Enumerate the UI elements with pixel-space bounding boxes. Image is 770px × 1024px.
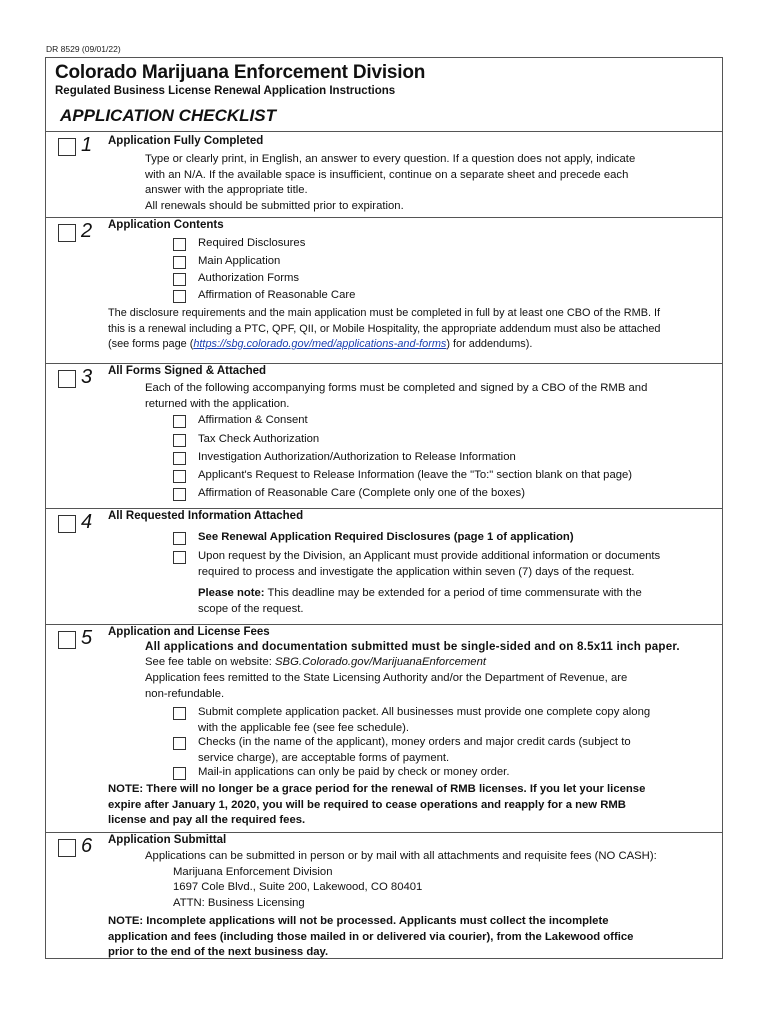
section-2-note — [108, 337, 532, 353]
section-1-line: answer with the appropriate title. — [145, 184, 308, 196]
item-label: Main Application — [198, 255, 281, 267]
section-4-checkbox[interactable] — [58, 515, 76, 533]
form-header — [46, 58, 722, 131]
section-3-title: All Forms Signed & Attached — [108, 365, 267, 377]
section-4-number: 4 — [81, 511, 93, 533]
checklist-frame — [45, 57, 723, 959]
item-label: with the applicable fee (see fee schedule). — [198, 721, 410, 734]
item-label: Investigation Authorization/Authorization to Release Information — [198, 451, 516, 463]
section-6-checkbox[interactable] — [58, 839, 76, 857]
item-label: Upon request by the Division, an Applicant must provide additional information or documents — [198, 550, 661, 562]
section-6-title: Application Submittal — [108, 834, 227, 846]
grace-period-note: NOTE: There will no longer be a grace period for the renewal of RMB licenses. If you let your license — [108, 783, 646, 795]
item-checkbox[interactable] — [173, 532, 186, 545]
item-checkbox[interactable] — [173, 470, 186, 483]
section-3-line: returned with the application. — [145, 397, 290, 410]
item-checkbox[interactable] — [173, 290, 186, 303]
item-label: Mail-in applications can only be paid by check or money order. — [198, 766, 510, 778]
note-text: (see forms page ( — [108, 338, 194, 350]
item-label: Checks (in the name of the applicant), money orders and major credit cards (subject to — [198, 736, 631, 748]
item-label: Affirmation of Reasonable Care (Complete only one of the boxes) — [198, 487, 525, 499]
item-checkbox[interactable] — [173, 256, 186, 269]
item-label: See Renewal Application Required Disclosures (page 1 of application) — [198, 531, 574, 543]
section-5-checkbox[interactable] — [58, 631, 76, 649]
item-label: Submit complete application packet. All businesses must provide one complete copy along — [198, 706, 651, 718]
address-line: Marijuana Enforcement Division — [173, 865, 333, 878]
item-label: required to process and investigate the application within seven (7) days of the request. — [198, 565, 635, 578]
fee-table-site: SBG.Colorado.gov/MarijuanaEnforcement — [275, 656, 486, 668]
agency-title: Colorado Marijuana Enforcement Division — [55, 62, 426, 83]
section-2-note: The disclosure requirements and the main application must be completed in full by at least one CBO of the RMB. If — [108, 307, 661, 319]
fees-line: Application fees remitted to the State Licensing Authority and/or the Department of Revenue, are — [145, 672, 628, 684]
section-1-number: 1 — [81, 134, 93, 156]
section-2-number: 2 — [81, 220, 93, 242]
item-checkbox[interactable] — [173, 737, 186, 750]
address-line: 1697 Cole Blvd., Suite 200, Lakewood, CO 80401 — [173, 881, 423, 893]
item-checkbox[interactable] — [173, 767, 186, 780]
item-label: Required Disclosures — [198, 237, 306, 249]
item-checkbox[interactable] — [173, 238, 186, 251]
incomplete-note: prior to the end of the next business day. — [108, 946, 329, 958]
section-5 — [46, 624, 722, 832]
section-2-checkbox[interactable] — [58, 224, 76, 242]
section-1 — [46, 131, 722, 217]
forms-page-link[interactable]: https://sbg.colorado.gov/med/applications-and-forms — [193, 338, 447, 350]
section-2-note: this is a renewal including a PTC, QPF, QII, or Mobile Hospitality, the appropriate addendum must also be attached — [108, 322, 661, 335]
section-3-checkbox[interactable] — [58, 370, 76, 388]
section-2 — [46, 217, 722, 363]
form-subtitle: Regulated Business License Renewal Application Instructions — [55, 85, 396, 97]
item-checkbox[interactable] — [173, 551, 186, 564]
paper-requirement: All applications and documentation submitted must be single-sided and on 8.5x11 inch paper. — [145, 640, 680, 653]
fee-table-text: See fee table on website: — [145, 656, 276, 668]
grace-period-note: license and pay all the required fees. — [108, 814, 306, 826]
note-label: Please note: — [198, 587, 265, 599]
checklist-title: APPLICATION CHECKLIST — [60, 106, 276, 125]
fees-line: non-refundable. — [145, 687, 225, 700]
section-5-title: Application and License Fees — [108, 626, 270, 638]
section-4 — [46, 508, 722, 624]
address-line: ATTN: Business Licensing — [173, 896, 305, 909]
section-3 — [46, 363, 722, 508]
grace-period-note: expire after January 1, 2020, you will be required to cease operations and reapply for a new RMB — [108, 798, 626, 811]
item-checkbox[interactable] — [173, 434, 186, 447]
incomplete-note: application and fees (including those mailed in or delivered via courier), from the Lakewood office — [108, 930, 634, 943]
fee-table-line — [145, 655, 486, 671]
item-label: Authorization Forms — [198, 272, 300, 284]
item-label: Affirmation of Reasonable Care — [198, 289, 356, 301]
item-label: Affirmation & Consent — [198, 414, 308, 426]
item-label: service charge), are acceptable forms of payment. — [198, 751, 450, 764]
note-text: This deadline may be extended for a period of time commensurate with the — [264, 587, 642, 599]
please-note: scope of the request. — [198, 602, 304, 615]
item-label: Applicant's Request to Release Information (leave the "To:" section blank on that page) — [198, 469, 633, 481]
section-1-checkbox[interactable] — [58, 138, 76, 156]
section-1-line: Type or clearly print, in English, an answer to every question. If a question does not apply, indicate — [145, 153, 636, 165]
section-4-title: All Requested Information Attached — [108, 510, 304, 522]
section-1-line: with an N/A. If the available space is insufficient, continue on a separate sheet and precede each — [145, 168, 629, 181]
item-checkbox[interactable] — [173, 273, 186, 286]
section-3-number: 3 — [81, 366, 93, 388]
submittal-line: Applications can be submitted in person or by mail with all attachments and requisite fees (NO CASH): — [145, 850, 657, 862]
section-1-line: All renewals should be submitted prior to expiration. — [145, 199, 404, 212]
section-5-number: 5 — [81, 627, 93, 649]
incomplete-note: NOTE: Incomplete applications will not be processed. Applicants must collect the incomplete — [108, 915, 609, 927]
note-text: ) for addendums). — [446, 338, 533, 350]
section-2-title: Application Contents — [108, 219, 224, 231]
section-6-number: 6 — [81, 835, 93, 857]
please-note — [198, 586, 642, 602]
item-checkbox[interactable] — [173, 415, 186, 428]
item-checkbox[interactable] — [173, 452, 186, 465]
section-3-line: Each of the following accompanying forms must be completed and signed by a CBO of the RMB and — [145, 382, 648, 394]
item-label: Tax Check Authorization — [198, 433, 320, 445]
form-code: DR 8529 (09/01/22) — [46, 44, 121, 54]
section-6 — [46, 832, 722, 960]
item-checkbox[interactable] — [173, 488, 186, 501]
section-1-title: Application Fully Completed — [108, 135, 264, 147]
item-checkbox[interactable] — [173, 707, 186, 720]
